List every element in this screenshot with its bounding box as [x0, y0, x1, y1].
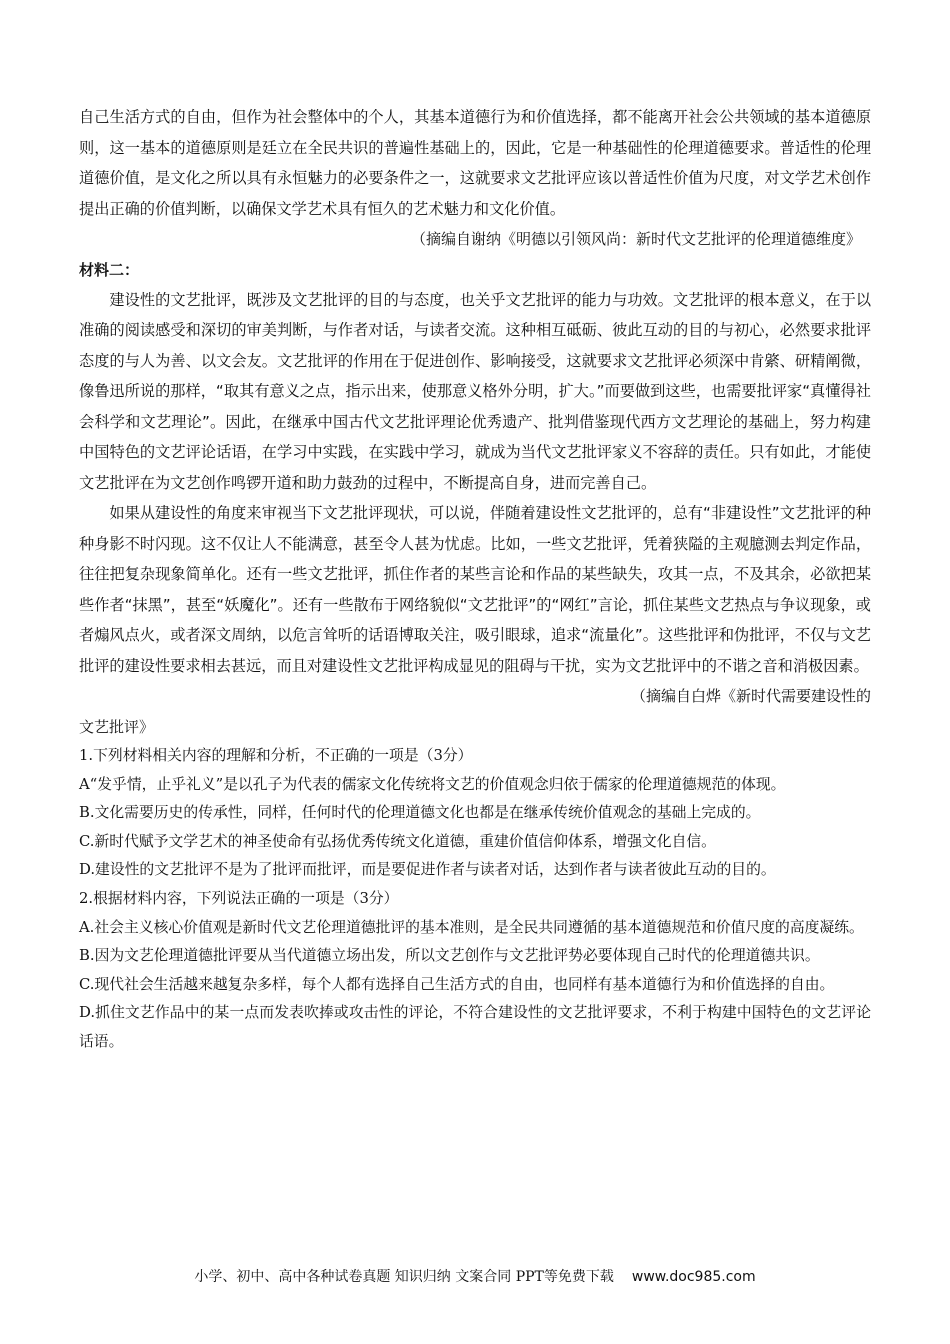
material2-heading: 材料二：: [79, 260, 140, 279]
material2-paragraph-2: 如果从建设性的角度来审视当下文艺批评现状，可以说，伴随着建设性文艺批评的，总有“非建设性”文艺批评的种种身影不时闪现。这不仅让人不能满意，甚至令人甚为忧虑。比如，一些文艺批评，凭着狭隘的主观臆测去判定作品，往往把复杂现象简单化。还有一些文艺批评，抓住作者的某些言论和作品的某些缺失，攻其一点，不及其余，必欲把某些作者“抹黑”，甚至“妖魔化”。还有一些散布于网络貌似“文艺批评”的“网红”言论，抓住某些文艺热点与争议现象，或者煽风点火，或者深文周纳，以危言耸听的话语博取关注，吸引眼球，追求“流量化”。这些批评和伪批评，不仅与文艺批评的建设性要求相去甚远，而且对建设性文艺批评构成显见的阻碍与干扰，实为文艺批评中的不谐之音和消极因素。: [79, 504, 871, 675]
material2-source: （摘编自白烨《新时代需要建设性的文艺批评》: [79, 687, 872, 736]
question-2-option-c: C.现代社会生活越来越复杂多样，每个人都有选择自己生活方式的自由，也同样有基本道德行为和价值选择的自由。: [79, 975, 835, 993]
question-1-option-d: D.建设性的文艺批评不是为了批评而批评，而是要促进作者与读者对话，达到作者与读者彼此互动的目的。: [79, 861, 776, 879]
question-1-option-a: A“发乎情，止乎礼义”是以孔子为代表的儒家文化传统将文艺的价值观念归依于儒家的伦理道德规范的体现。: [79, 775, 786, 793]
question-2-stem: 2.根据材料内容，下列说法正确的一项是（3分）: [79, 889, 399, 907]
material1-source: （摘编自谢纳《明德以引领风尚：新时代文艺批评的伦理道德维度》: [410, 230, 861, 248]
material1-paragraph-tail: 自己生活方式的自由，但作为社会整体中的个人，其基本道德行为和价值选择，都不能离开社会公共领域的基本道德原则，这一基本的道德原则是廷立在全民共识的普遍性基础上的，因此，它是一种基础性的伦理道德要求。普适性的伦理道德价值，是文化之所以具有永恒魅力的必要条件之一，这就要求文艺批评应该以普适性价值为尺度，对文学艺术创作提出正确的价值判断，以确保文学艺术具有恒久的艺术魅力和文化价值。: [79, 108, 871, 218]
material2-paragraph-1: 建设性的文艺批评，既涉及文艺批评的目的与态度，也关乎文艺批评的能力与功效。文艺批评的根本意义，在于以准确的阅读感受和深切的审美判断，与作者对话，与读者交流。这种相互砥砺、彼此互动的目的与初心，必然要求批评态度的与人为善、以文会友。文艺批评的作用在于促进创作、影响接受，这就要求文艺批评必须深中肯綮、研精阐微，像鲁迅所说的那样，“取其有意义之点，指示出来，使那意义格外分明，扩大。”而要做到这些，也需要批评家“真懂得社会科学和文艺理论”。因此，在继承中国古代文艺批评理论优秀遗产、批判借鉴现代西方文艺理论的基础上，努力构建中国特色的文艺评论话语，在学习中实践，在实践中学习，就成为当代文艺批评家义不容辞的责任。只有如此，才能使文艺批评在为文艺创作鸣锣开道和助力鼓劲的过程中，不断提高自身，进而完善自己。: [79, 290, 871, 492]
question-2: [79, 885, 871, 1057]
question-1-stem: 1.下列材料相关内容的理解和分析，不正确的一项是（3分）: [79, 747, 473, 764]
footer-url[interactable]: www.doc985.com: [631, 1269, 756, 1285]
question-2-option-d: D.抓住文艺作品中的某一点而发表吹捧或攻击性的评论，不符合建设性的文艺批评要求，不利于构建中国特色的文艺评论话语。: [79, 1004, 871, 1050]
question-1: [79, 742, 871, 885]
question-1-option-b: B.文化需要历史的传承性，同样，任何时代的伦理道德文化也都是在继承传统价值观念的基础上完成的。: [79, 804, 761, 822]
footer-text: 小学、初中、高中各种试卷真题 知识归纳 文案合同 PPT等免费下载: [194, 1269, 614, 1285]
question-1-option-c: C.新时代赋予文学艺术的神圣使命有弘扬优秀传统文化道德，重建价值信仰体系，增强文化自信。: [79, 832, 716, 850]
question-2-option-a: A.社会主义核心价值观是新时代文艺伦理道德批评的基本准则，是全民共同遵循的基本道德规范和价值尺度的高度凝练。: [79, 918, 864, 936]
document-body: [79, 102, 871, 1057]
question-2-option-b: B.因为文艺伦理道德批评要从当代道德立场出发，所以文艺创作与文艺批评势必要体现自己时代的伦理道德共识。: [79, 947, 820, 965]
page-footer: [0, 1266, 950, 1286]
